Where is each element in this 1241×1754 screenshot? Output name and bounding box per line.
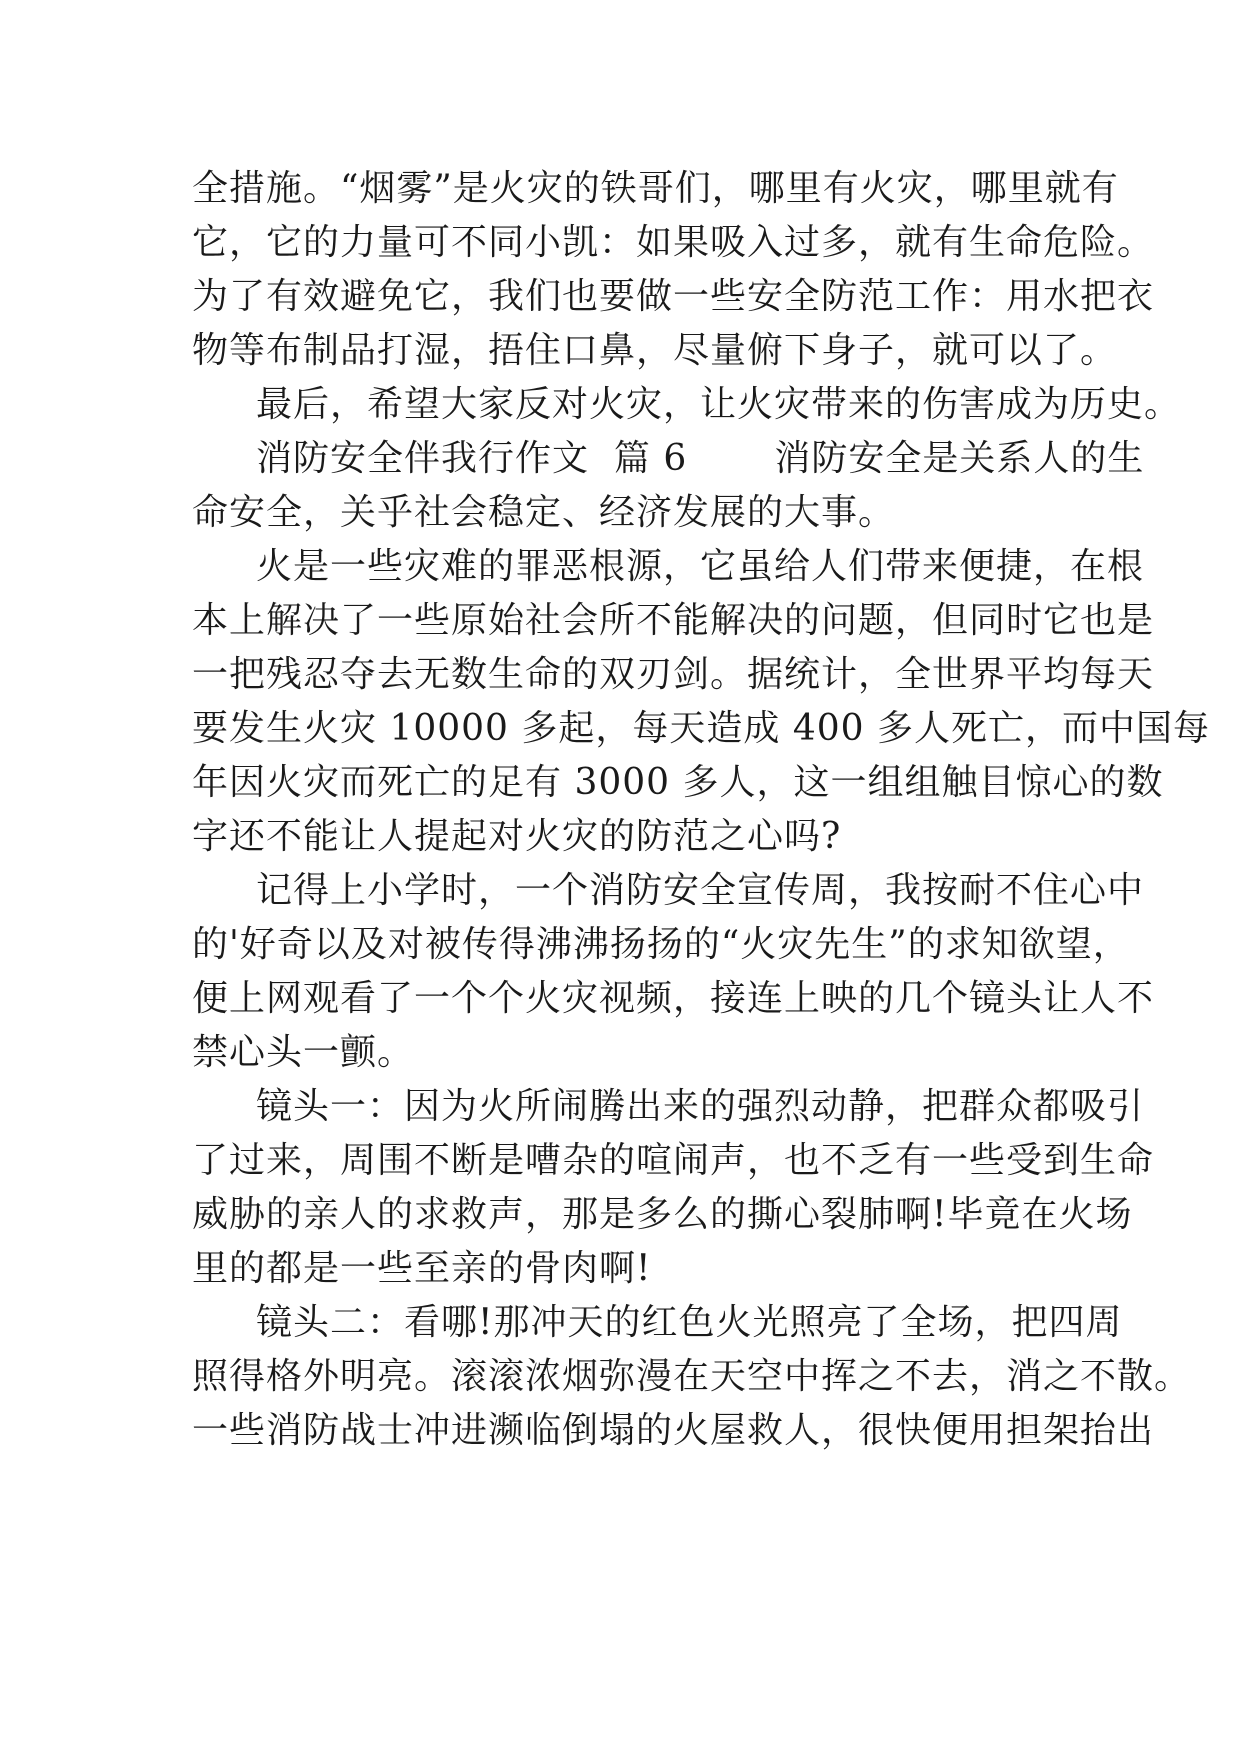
text-line: 字还不能让人提起对火灾的防范之心吗? (192, 816, 842, 857)
text-line: 年因火灾而死亡的足有 3000 多人，这一组组触目惊心的数 (192, 762, 1164, 803)
text-line: 它，它的力量可不同小凯：如果吸入过多，就有生命危险。 (192, 222, 1155, 263)
text-line: 全措施。“烟雾”是火灾的铁哥们，哪里有火灾，哪里就有 (192, 168, 1119, 209)
text-line: 便上网观看了一个个火灾视频，接连上映的几个镜头让人不 (192, 978, 1155, 1019)
text-line: 要发生火灾 10000 多起，每天造成 400 多人死亡，而中国每 (192, 708, 1211, 749)
text-line: 一把残忍夺去无数生命的双刃剑。据统计，全世界平均每天 (192, 654, 1155, 695)
section-heading-line: 消防安全伴我行作文 篇 6 消防安全是关系人的生 (256, 438, 1145, 479)
text-line: 里的都是一些至亲的骨肉啊! (192, 1248, 652, 1289)
text-line: 命安全，关乎社会稳定、经济发展的大事。 (192, 492, 896, 533)
text-line: 一些消防战士冲进濒临倒塌的火屋救人，很快便用担架抬出 (192, 1410, 1155, 1451)
text-line: 本上解决了一些原始社会所不能解决的问题，但同时它也是 (192, 600, 1155, 641)
text-line: 的'好奇以及对被传得沸沸扬扬的“火灾先生”的求知欲望， (192, 924, 1130, 965)
paragraph-first-line: 记得上小学时，一个消防安全宣传周，我按耐不住心中 (256, 870, 1145, 911)
text-line: 禁心头一颤。 (192, 1032, 415, 1073)
text-line: 物等布制品打湿，捂住口鼻，尽量俯下身子，就可以了。 (192, 330, 1118, 371)
paragraph-first-line: 镜头二：看哪!那冲天的红色火光照亮了全场，把四周 (256, 1302, 1123, 1343)
text-line: 为了有效避免它，我们也要做一些安全防范工作：用水把衣 (192, 276, 1155, 317)
text-line: 了过来，周围不断是嘈杂的喧闹声，也不乏有一些受到生命 (192, 1140, 1155, 1181)
paragraph-first-line: 火是一些灾难的罪恶根源，它虽给人们带来便捷，在根 (256, 546, 1145, 587)
text-line: 照得格外明亮。滚滚浓烟弥漫在天空中挥之不去，消之不散。 (192, 1356, 1192, 1397)
text-line: 威胁的亲人的求救声，那是多么的撕心裂肺啊!毕竟在火场 (192, 1194, 1133, 1235)
paragraph-first-line: 镜头一：因为火所闹腾出来的强烈动静，把群众都吸引 (256, 1086, 1145, 1127)
paragraph-first-line: 最后，希望大家反对火灾，让火灾带来的伤害成为历史。 (256, 384, 1182, 425)
